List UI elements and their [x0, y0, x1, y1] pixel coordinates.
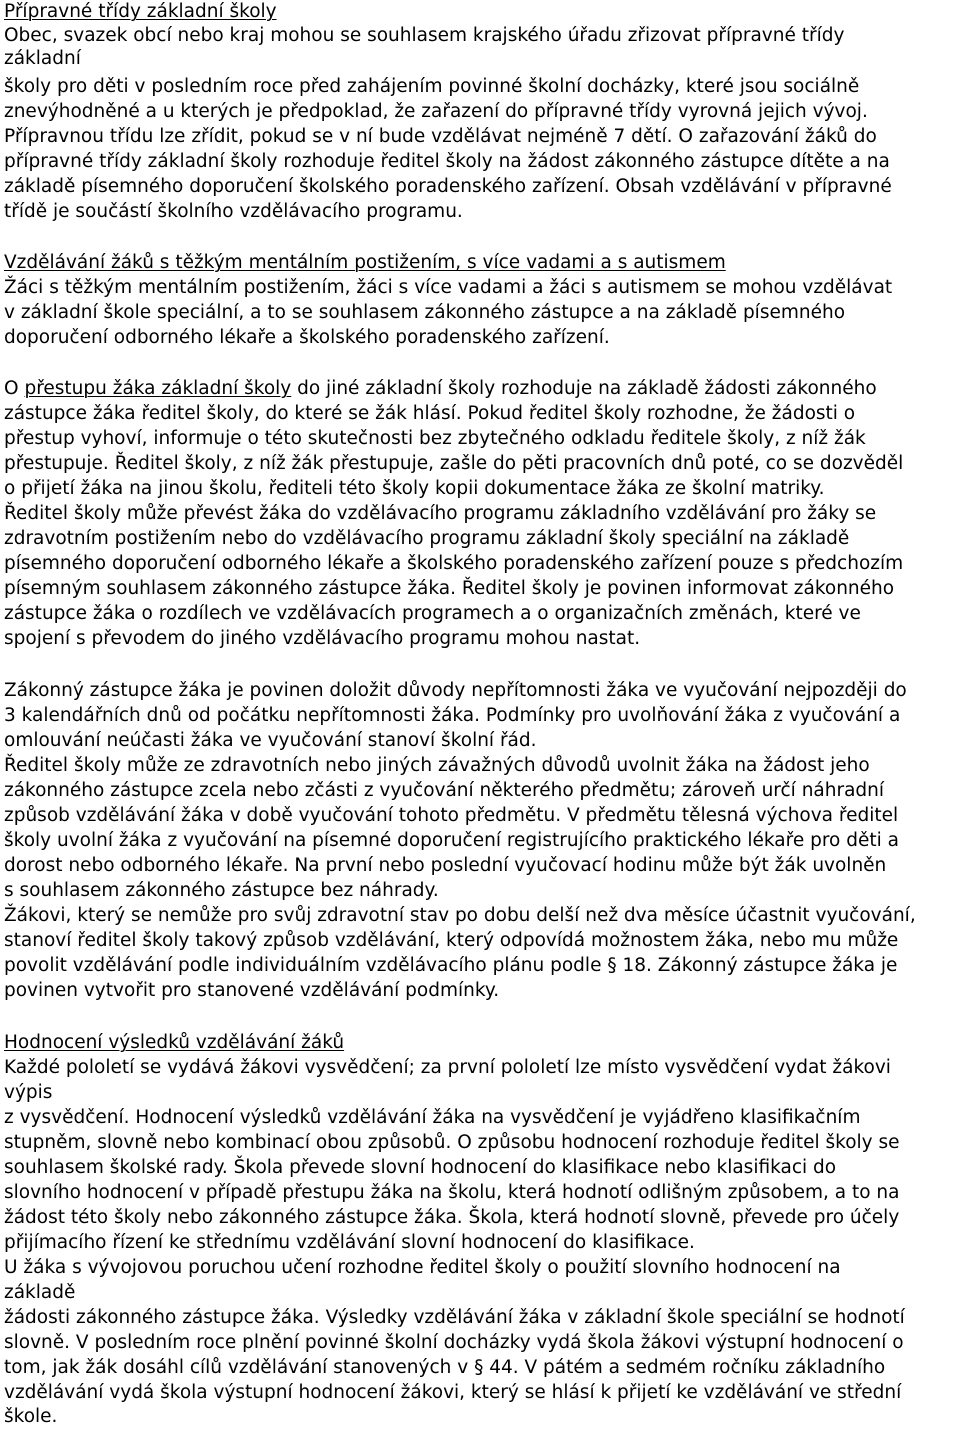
- text-line: znevýhodněné a u kterých je předpoklad, že zařazení do přípravné třídy vyrovná jejich vývoj.: [4, 101, 868, 122]
- text-line: přestupuje. Ředitel školy, z níž žák přestupuje, zašle do pěti pracovních dnů poté, co se dozvěděl: [4, 453, 904, 474]
- text-line: dorost nebo odborného lékaře. Na první nebo poslední vyučovací hodinu může být žák uvolněn: [4, 855, 887, 876]
- text-line: vzdělávání vydá škola výstupní hodnocení žákovi, který se hlásí k přijetí ke vzdělávání ve střední: [4, 1382, 902, 1403]
- text-line: žádosti zákonného zástupce žáka. Výsledky vzdělávání žáka v základní škole speciální se hodnotí: [4, 1307, 905, 1328]
- text-line: zákonného zástupce zcela nebo zčásti z vyučování některého předmětu; zároveň určí náhradní: [4, 780, 885, 801]
- text-line: školy uvolní žáka z vyučování na písemné doporučení registrujícího praktického lékaře pro děti a: [4, 830, 899, 851]
- text-line: Obec, svazek obcí nebo kraj mohou se souhlasem krajského úřadu zřizovat přípravné třídy: [4, 25, 845, 46]
- text-line: v základní škole speciální, a to se souhlasem zákonného zástupce a na základě písemného: [4, 302, 846, 323]
- heading-hodnoceni-vysledku: Hodnocení výsledků vzdělávání žáků: [4, 1032, 345, 1053]
- text-line: zdravotním postižením nebo do vzdělávacího programu základní školy speciální na základě: [4, 528, 850, 549]
- text-line: písemného doporučení odborného lékaře a školského poradenského zařízení pouze s předchozím: [4, 553, 904, 574]
- text-line: o přijetí žáka na jinou školu, řediteli této školy kopii dokumentace žáka ze školní matriky.: [4, 478, 825, 499]
- text-line: školy pro děti v posledním roce před zahájením povinné školní docházky, které jsou sociálně: [4, 76, 860, 97]
- text-line: Zákonný zástupce žáka je povinen doložit důvody nepřítomnosti žáka ve vyučování nejpozději do: [4, 680, 907, 701]
- text-line: zástupce žáka ředitel školy, do které se žák hlásí. Pokud ředitel školy rozhodne, že žádosti o: [4, 403, 856, 424]
- heading-vzdelavani-zaku: Vzdělávání žáků s těžkým mentálním postižením, s více vadami a s autismem: [4, 252, 726, 273]
- text-line: Každé pololetí se vydává žákovi vysvědčení; za první pololetí lze místo vysvědčení vydat žákovi: [4, 1057, 891, 1078]
- text-line: základě písemného doporučení školského poradenského zařízení. Obsah vzdělávání v přípravné: [4, 176, 892, 197]
- text-line: výpis: [4, 1082, 53, 1103]
- text-line: s souhlasem zákonného zástupce bez náhrady.: [4, 880, 439, 901]
- text-fragment: do jiné základní školy rozhoduje na základě žádosti zákonného: [291, 378, 877, 399]
- text-line: 3 kalendářních dnů od počátku nepřítomnosti žáka. Podmínky pro uvolňování žáka z vyučování a: [4, 705, 901, 726]
- text-line: zástupce žáka o rozdílech ve vzdělávacích programech a o organizačních změnách, které ve: [4, 603, 861, 624]
- text-line: škole.: [4, 1406, 58, 1427]
- link-prestup-zaka[interactable]: přestupu žáka základní školy: [24, 378, 292, 399]
- text-line: souhlasem školské rady. Škola převede slovní hodnocení do klasifikace nebo klasifikaci do: [4, 1157, 837, 1178]
- text-line: Ředitel školy může ze zdravotních nebo jiných závažných důvodů uvolnit žáka na žádost jeho: [4, 755, 870, 776]
- text-line: třídě je součástí školního vzdělávacího programu.: [4, 201, 463, 222]
- text-line: základní: [4, 48, 81, 69]
- text-line: Žáci s těžkým mentálním postižením, žáci s více vadami a žáci s autismem se mohou vzdělávat: [4, 277, 893, 298]
- text-line: stupněm, slovně nebo kombinací obou způsobů. O způsobu hodnocení rozhoduje ředitel školy se: [4, 1132, 900, 1153]
- text-line: povolit vzdělávání podle individuálním vzdělávacího plánu podle § 18. Zákonný zástupce žáka je: [4, 955, 898, 976]
- text-line: žádost této školy nebo zákonného zástupce žáka. Škola, která hodnotí slovně, převede pro účely: [4, 1207, 900, 1228]
- text-line: Přípravnou třídu lze zřídit, pokud se v ní bude vzdělávat nejméně 7 dětí. O zařazování žáků do: [4, 126, 877, 147]
- text-line-with-link: [4, 377, 877, 401]
- text-line: tom, jak žák dosáhl cílů vzdělávání stanovených v § 44. V pátém a sedmém ročníku základního: [4, 1357, 886, 1378]
- text-line: stanoví ředitel školy takový způsob vzdělávání, který odpovídá možnostem žáka, nebo mu může: [4, 930, 899, 951]
- text-line: přestup vyhoví, informuje o této skutečnosti bez zbytečného odkladu ředitele školy, z níž žák: [4, 428, 866, 449]
- text-line: omlouvání neúčasti žáka ve vyučování stanoví školní řád.: [4, 730, 537, 751]
- text-line: písemným souhlasem zákonného zástupce žáka. Ředitel školy je povinen informovat zákonného: [4, 578, 895, 599]
- text-line: slovně. V posledním roce plnění povinné školní docházky vydá škola žákovi výstupní hodnocení o: [4, 1332, 904, 1353]
- text-line: doporučení odborného lékaře a školského poradenského zařízení.: [4, 327, 610, 348]
- text-line: Ředitel školy může převést žáka do vzdělávacího programu základního vzdělávání pro žáky se: [4, 503, 877, 524]
- text-line: základě: [4, 1282, 76, 1303]
- text-line: přípravné třídy základní školy rozhoduje ředitel školy na žádost zákonného zástupce dítěte a na: [4, 151, 890, 172]
- text-line: Žákovi, který se nemůže pro svůj zdravotní stav po dobu delší než dva měsíce účastnit vyučování,: [4, 905, 916, 926]
- text-fragment: O: [4, 378, 25, 399]
- text-line: povinen vytvořit pro stanovené vzdělávání podmínky.: [4, 980, 500, 1001]
- text-line: přijímacího řízení ke střednímu vzdělávání slovní hodnocení do klasifikace.: [4, 1232, 695, 1253]
- text-line: z vysvědčení. Hodnocení výsledků vzdělávání žáka na vysvědčení je vyjádřeno klasifikačním: [4, 1107, 861, 1128]
- text-line: U žáka s vývojovou poruchou učení rozhodne ředitel školy o použití slovního hodnocení na: [4, 1257, 841, 1278]
- heading-pripravne-tridy: Přípravné třídy základní školy: [4, 1, 277, 22]
- text-line: slovního hodnocení v případě přestupu žáka na školu, která hodnotí odlišným způsobem, a to na: [4, 1182, 900, 1203]
- text-line: spojení s převodem do jiného vzdělávacího programu mohou nastat.: [4, 628, 641, 649]
- text-line: způsob vzdělávání žáka v době vyučování tohoto předmětu. V předmětu tělesná výchova ředitel: [4, 805, 899, 826]
